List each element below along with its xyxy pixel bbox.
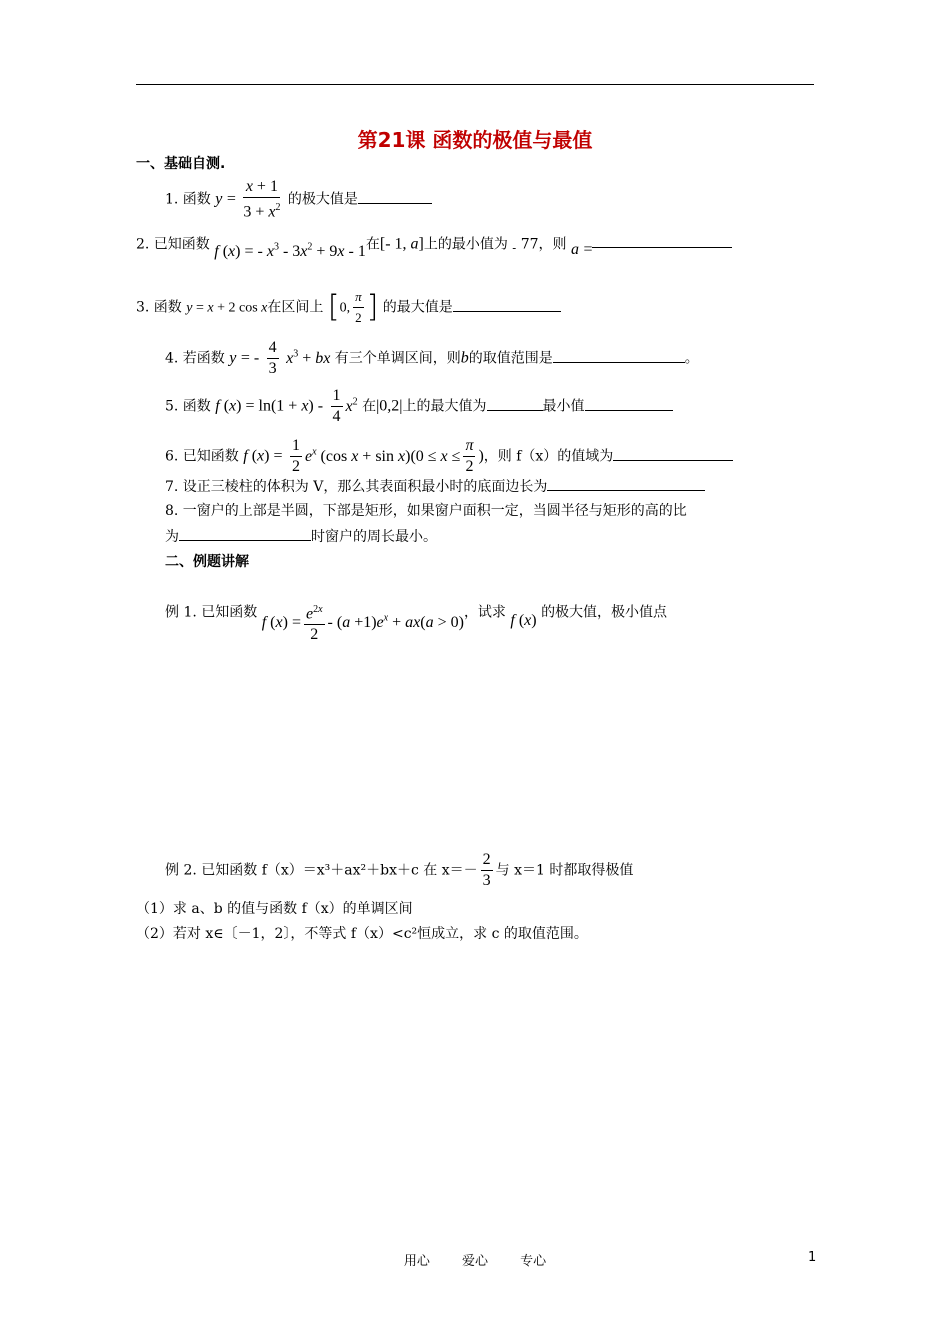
q2-answer-blank[interactable] [592,233,732,248]
ex1-fraction: $\frac{e^{2x}}{2}$ [304,600,325,645]
q5-suffix: 上的最大值为 [402,398,487,415]
q2-post: 上的最小值为 [423,236,508,253]
q1-answer-blank[interactable] [358,189,432,204]
question-1: 1. 函数 y = $\frac{x + 1}{3 + x^2}$ 的极大值是 [165,177,432,222]
ex2-prefix: 例 2. 已知函数 f（x）＝x³＋ax²＋bx＋c 在 x＝－ [165,862,478,879]
page-title: 第21课 函数的极值与最值 [357,128,593,152]
section-examples-heading: 二、例题讲解 [165,554,249,570]
q3-suffix: 的最大值是 [382,299,453,316]
question-7 [165,476,705,497]
ex2-suffix: 与 x＝1 时都取得极值 [495,862,634,879]
q4-answer-blank[interactable] [553,348,685,363]
question-3: 3. 函数 y = x + 2 cos x在区间上 [0, $\frac{\pi}{2}$ ] 的最大值是 [136,287,561,328]
q5-prefix: 5. 函数 [165,398,211,415]
q6-fraction: $\frac{1}{2}$ [291,437,300,475]
section-basic-heading: 一、基础自测. [136,156,226,172]
q6-suffix: ，则 f（x）的值域为 [483,448,614,465]
q5-max-blank[interactable] [487,396,543,411]
q3-mid: 在区间上 [267,299,324,316]
q3-prefix: 3. 函数 [136,299,182,316]
q3-fraction: $\frac{\pi}{2}$ [355,289,362,325]
question-8-line-2 [165,526,437,547]
footer-item-1: 用心 [403,1254,430,1269]
example-2 [165,850,633,891]
footer-item-2: 爱心 [461,1254,488,1269]
q5-mid: 在 [362,398,377,415]
q4-prefix: 4. 若函数 [165,350,225,367]
page-number: 1 [808,1250,817,1265]
question-5: 5. 函数 f (x) = ln(1 + x) - $\frac{1}{4}$ $x^2$ 在|0,2|上的最大值为 最小值 [165,386,673,427]
q5-min-blank[interactable] [585,396,673,411]
q8-prefix: 为 [165,529,179,545]
footer-item-3: 专心 [520,1254,547,1269]
question-2: 2. 已知函数 f (x) = - $x^3 - 3x^2 + 9x - 1$在[- 1, a]上的最小值为 $_-$ 77，则 a = [136,230,732,258]
ex1-mid: ，试求 [463,604,506,621]
q8-suffix: 时窗户的周长最小。 [311,529,437,545]
q7-answer-blank[interactable] [547,476,705,491]
q6-prefix: 6. 已知函数 [165,448,239,465]
q7-text: 7. 设正三棱柱的体积为 V，那么其表面积最小时的底面边长为 [165,479,548,495]
q3-answer-blank[interactable] [453,297,561,312]
question-6: 6. 已知函数 f (x) = $\frac{1}{2}$ $e^x$ (cos x + sin x)(0 ≤ x ≤ $\frac{\pi}{2}$ )，则 f（x）的值域为 [165,436,733,477]
question-4: 4. 若函数 y = - $\frac{4}{3}$ $x^3$ + bx 有三个单调区间，则b的取值范围是 。 [165,339,699,377]
ex2-fraction: $\frac{2}{3}$ [482,851,491,889]
q6-fraction-pi: $\frac{\pi}{2}$ [465,437,474,475]
q4-suffix: 有三个单调区间，则 [334,350,461,367]
q2-value: 77，则 [520,236,567,253]
q1-suffix: 的极大值是 [287,191,358,208]
q2-mid: 在 [365,236,380,253]
q4-fraction: $\frac{4}{3}$ [268,339,277,377]
example-2-part-1: （1）求 a、b 的值与函数 f（x）的单调区间 [136,901,413,917]
header-rule [136,84,814,85]
q4-suffix-2: 的取值范围是 [468,350,553,367]
q5-fraction: $\frac{1}{4}$ [332,387,341,425]
q8-answer-blank[interactable] [179,526,311,541]
q6-answer-blank[interactable] [613,446,733,461]
example-1: 例 1. 已知函数 f (x) = $\frac{e^{2x}}{2}$ - $(a +1)e^x + ax(a > 0)$，试求 f (x) 的极大值，极小值点 [165,590,667,635]
q1-prefix: 1. 函数 [165,191,211,208]
q5-suffix-2: 最小值 [542,398,585,415]
q2-prefix: 2. 已知函数 [136,236,210,253]
q1-fraction: $\frac{x + 1}{3 + x^2}$ [243,178,281,221]
question-8-line-1: 8. 一窗户的上部是半圆，下部是矩形，如果窗户面积一定，当圆半径与矩形的高的比 [165,503,687,519]
example-2-part-2: （2）若对 x∈〔－1，2〕，不等式 f（x）<c²恒成立，求 c 的取值范围。 [136,926,588,942]
ex1-prefix: 例 1. 已知函数 [165,604,258,621]
q4-end: 。 [684,350,699,367]
ex1-suffix: 的极大值，极小值点 [541,604,668,621]
